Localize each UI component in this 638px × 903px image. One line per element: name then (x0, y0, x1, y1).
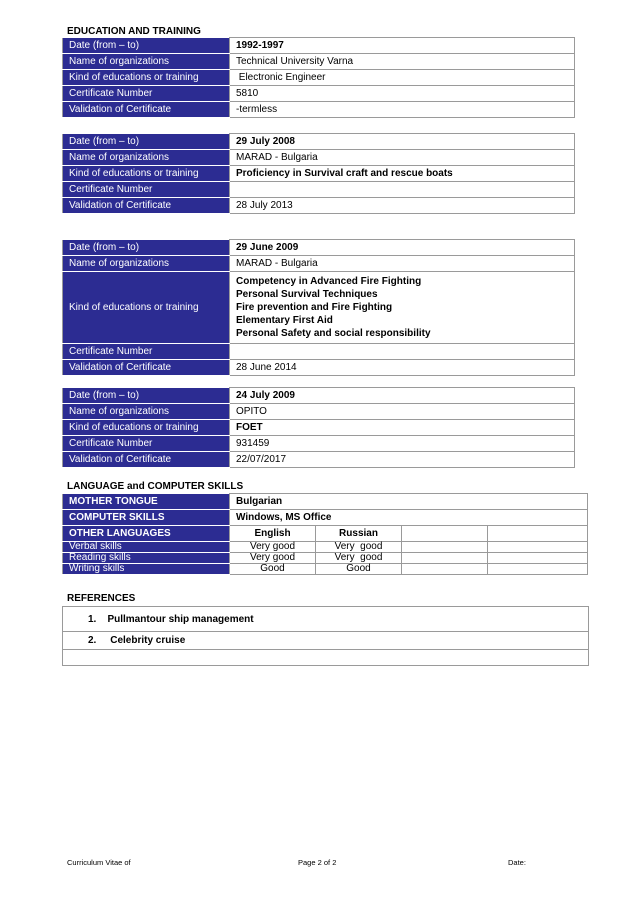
table-row (63, 564, 588, 575)
date-value: 1992-1997 (230, 38, 575, 54)
skill-value: Very good (230, 542, 316, 553)
writing-skills-label: Writing skills (63, 564, 230, 575)
reference-item: 1. Pullmantour ship management (63, 607, 589, 632)
language-header: Russian (316, 526, 402, 542)
skill-value-empty (488, 564, 588, 575)
table-row (63, 272, 575, 344)
table-row (63, 150, 575, 166)
skill-value: Good (316, 564, 402, 575)
skill-value-empty (402, 542, 488, 553)
education-table-1 (62, 37, 575, 118)
table-row (63, 54, 575, 70)
table-row (63, 198, 575, 214)
table-row (63, 650, 589, 666)
table-row (63, 632, 589, 650)
organization-value: Technical University Varna (230, 54, 575, 70)
language-header: English (230, 526, 316, 542)
certificate-number-label: Certificate Number (63, 436, 230, 452)
certificate-number-value: 5810 (230, 86, 575, 102)
date-value: 24 July 2009 (230, 388, 575, 404)
training-line: Personal Survival Techniques (236, 289, 378, 300)
date-label: Date (from – to) (63, 388, 230, 404)
skill-value-empty (488, 542, 588, 553)
footer-left: Curriculum Vitae of (67, 858, 131, 867)
date-label: Date (from – to) (63, 38, 230, 54)
reference-item-empty (63, 650, 589, 666)
organization-value: MARAD - Bulgaria (230, 256, 575, 272)
training-kind-value: Proficiency in Survival craft and rescue boats (230, 166, 575, 182)
training-kind-value: FOET (230, 420, 575, 436)
organization-value: OPITO (230, 404, 575, 420)
table-row (63, 256, 575, 272)
training-line: Competency in Advanced Fire Fighting (236, 276, 422, 287)
computer-skills-value: Windows, MS Office (230, 510, 588, 526)
organization-label: Name of organizations (63, 404, 230, 420)
language-header-empty (402, 526, 488, 542)
training-kind-label: Kind of educations or training (63, 420, 230, 436)
mother-tongue-value: Bulgarian (230, 494, 588, 510)
organization-label: Name of organizations (63, 256, 230, 272)
table-row (63, 240, 575, 256)
date-label: Date (from – to) (63, 134, 230, 150)
date-value: 29 July 2008 (230, 134, 575, 150)
table-row (63, 182, 575, 198)
skill-value: Very good (316, 553, 402, 564)
table-row (63, 344, 575, 360)
mother-tongue-label: MOTHER TONGUE (63, 494, 230, 510)
organization-label: Name of organizations (63, 54, 230, 70)
table-row (63, 553, 588, 564)
certificate-number-value (230, 344, 575, 360)
skill-value: Very good (316, 542, 402, 553)
organization-value: MARAD - Bulgaria (230, 150, 575, 166)
training-kind-value: Electronic Engineer (230, 70, 575, 86)
certificate-number-label: Certificate Number (63, 182, 230, 198)
table-row (63, 542, 588, 553)
language-skills-table (62, 493, 588, 575)
date-label: Date (from – to) (63, 240, 230, 256)
skill-value: Good (230, 564, 316, 575)
skill-value: Very good (230, 553, 316, 564)
table-row (63, 494, 588, 510)
table-row (63, 102, 575, 118)
skill-value-empty (402, 564, 488, 575)
skill-value-empty (488, 553, 588, 564)
computer-skills-label: COMPUTER SKILLS (63, 510, 230, 526)
language-header-empty (488, 526, 588, 542)
certificate-number-label: Certificate Number (63, 86, 230, 102)
table-row (63, 38, 575, 54)
organization-label: Name of organizations (63, 150, 230, 166)
table-row (63, 436, 575, 452)
certificate-number-value: 931459 (230, 436, 575, 452)
table-row (63, 70, 575, 86)
reading-skills-label: Reading skills (63, 553, 230, 564)
certificate-number-value (230, 182, 575, 198)
table-row (63, 86, 575, 102)
education-table-3 (62, 239, 575, 376)
footer-page-number: Page 2 of 2 (298, 858, 337, 867)
table-row (63, 404, 575, 420)
training-line: Personal Safety and social responsibility (236, 328, 431, 339)
validation-label: Validation of Certificate (63, 360, 230, 376)
training-kind-label: Kind of educations or training (63, 272, 230, 344)
training-line: Fire prevention and Fire Fighting (236, 302, 393, 313)
language-section-title: LANGUAGE and COMPUTER SKILLS (67, 481, 244, 492)
education-table-4 (62, 387, 575, 468)
table-row (63, 388, 575, 404)
certificate-number-label: Certificate Number (63, 344, 230, 360)
table-row (63, 452, 575, 468)
training-kind-label: Kind of educations or training (63, 70, 230, 86)
table-row (63, 134, 575, 150)
validation-label: Validation of Certificate (63, 198, 230, 214)
table-row (63, 360, 575, 376)
table-row (63, 166, 575, 182)
validation-label: Validation of Certificate (63, 102, 230, 118)
date-value: 29 June 2009 (230, 240, 575, 256)
validation-value: 28 July 2013 (230, 198, 575, 214)
skill-value-empty (402, 553, 488, 564)
validation-value: 28 June 2014 (230, 360, 575, 376)
validation-value: -termless (230, 102, 575, 118)
training-kind-value (230, 272, 575, 344)
references-table (62, 606, 589, 666)
education-table-2 (62, 133, 575, 214)
references-section-title: REFERENCES (67, 593, 136, 604)
training-line: Elementary First Aid (236, 315, 333, 326)
reference-item: 2. Celebrity cruise (63, 632, 589, 650)
validation-label: Validation of Certificate (63, 452, 230, 468)
verbal-skills-label: Verbal skills (63, 542, 230, 553)
other-languages-label: OTHER LANGUAGES (63, 526, 230, 542)
education-section-title: EDUCATION AND TRAINING (67, 26, 201, 37)
table-row (63, 607, 589, 632)
table-row (63, 420, 575, 436)
validation-value: 22/07/2017 (230, 452, 575, 468)
training-kind-label: Kind of educations or training (63, 166, 230, 182)
table-row (63, 510, 588, 526)
table-row (63, 526, 588, 542)
footer-date: Date: (508, 858, 526, 867)
